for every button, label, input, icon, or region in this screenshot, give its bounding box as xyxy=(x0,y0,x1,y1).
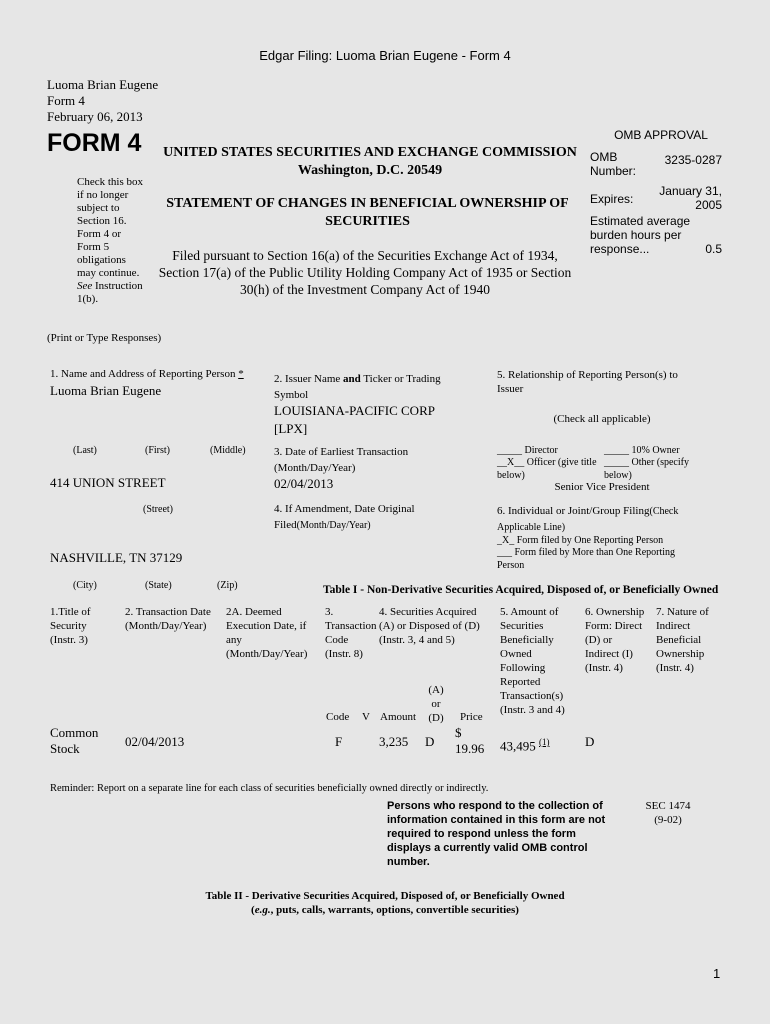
form-title: FORM 4 xyxy=(47,129,142,157)
box1-label xyxy=(50,368,244,381)
omb-number-label: OMB Number: xyxy=(590,150,637,178)
omb-expires-value: January 31, 2005 xyxy=(659,184,722,212)
street-label: (Street) xyxy=(143,504,173,515)
check-all-applicable: (Check all applicable) xyxy=(553,413,651,425)
table1-title: Table I - Non-Derivative Securities Acquired, Disposed of, or Beneficially Owned xyxy=(323,584,719,596)
row-footnote-link[interactable]: (1) xyxy=(539,737,550,747)
city-label: (City) xyxy=(73,580,97,591)
sub-header-amount: Amount xyxy=(380,711,417,723)
omb-expires-row xyxy=(590,184,722,212)
table1-header-code-text: 3. Transaction Code (Instr. 8) xyxy=(325,606,377,660)
row-a-or-d: D xyxy=(425,734,435,749)
sub-header-price: Price xyxy=(460,711,483,723)
page-number: 1 xyxy=(713,966,721,981)
table1-header-ownership-form: 6. Ownership Form: Direct (D) or Indirect (I) (Instr. 4) xyxy=(585,606,645,674)
box6-label-a: 6. Individual or Joint/Group Filing xyxy=(497,505,650,517)
top-info xyxy=(47,77,158,125)
table1-header-date: 2. Transaction Date (Month/Day/Year) xyxy=(125,606,211,632)
sub-header-code: Code xyxy=(326,711,350,723)
box5-label: 5. Relationship of Reporting Person(s) to Issuer xyxy=(497,369,678,395)
page-header: Edgar Filing: Luoma Brian Eugene - Form 4 xyxy=(259,48,511,63)
sub-header-v: V xyxy=(362,711,370,723)
middle-label: (Middle) xyxy=(210,445,246,456)
row-owned xyxy=(500,734,550,754)
more-reporting-persons: ___ Form filed by More than One Reporting Person xyxy=(497,547,676,571)
filed-pursuant: Filed pursuant to Section 16(a) of the Securities Exchange Act of 1934, Section 17(a) of the Public Utility Holding Company Act of 1935 or Section 30(h) of the Investment Company Act of 1940 xyxy=(158,248,572,297)
first-label: (First) xyxy=(145,445,170,456)
earliest-transaction-date: 02/04/2013 xyxy=(274,476,334,491)
table1-header-deemed: 2A. Deemed Execution Date, if any (Month/Day/Year) xyxy=(226,606,308,660)
agency-name: UNITED STATES SECURITIES AND EXCHANGE COMMISSION xyxy=(163,145,577,160)
box4-filed xyxy=(274,519,371,532)
filing-date: February 06, 2013 xyxy=(47,109,143,124)
box4-filed-date-format: (Month/Day/Year) xyxy=(296,520,371,531)
officer-option: __X__ Officer (give title below) xyxy=(497,457,597,481)
row-ownership-form: D xyxy=(585,734,595,749)
box3-label: 3. Date of Earliest Transaction (Month/Day/Year) xyxy=(274,446,409,474)
form-type: Form 4 xyxy=(47,93,85,108)
print-type-note: (Print or Type Responses) xyxy=(47,332,162,344)
last-label: (Last) xyxy=(73,445,97,456)
table2-title-block xyxy=(150,889,620,917)
box1-asterisk: * xyxy=(238,368,244,380)
table2-title: Table II - Derivative Securities Acquired, Disposed of, or Beneficially Owned xyxy=(205,890,565,902)
row-owned-value: 43,495 xyxy=(500,738,536,754)
director-option: _____ Director xyxy=(497,445,558,456)
row-code: F xyxy=(335,734,343,749)
omb-title: OMB APPROVAL xyxy=(614,128,708,142)
row-amount: 3,235 xyxy=(379,734,409,749)
reporting-person-name: Luoma Brian Eugene xyxy=(50,383,162,398)
statement-title: STATEMENT OF CHANGES IN BENEFICIAL OWNERSHIP OF SECURITIES xyxy=(166,196,569,229)
reminder-text: Reminder: Report on a separate line for each class of securities beneficially owned directly or indirectly. xyxy=(50,783,489,794)
persons-notice: Persons who respond to the collection of information contained in this form are not required to respond unless the form displays a currently valid OMB control number. xyxy=(387,800,606,868)
sec-code: SEC 1474 (9-02) xyxy=(645,800,691,826)
issuer-name: LOUISIANA-PACIFIC CORP [LPX] xyxy=(274,403,435,436)
omb-burden-row xyxy=(590,214,722,256)
omb-number-value: 3235-0287 xyxy=(664,153,722,167)
omb-burden-label: Estimated average burden hours per response... xyxy=(590,214,691,256)
agency-address: Washington, D.C. 20549 xyxy=(297,163,443,178)
table2-subtitle-rest: , puts, calls, warrants, options, convertible securities) xyxy=(270,904,519,916)
box2-label-a: 2. Issuer Name xyxy=(274,373,344,385)
box1-label-text: 1. Name and Address of Reporting Person xyxy=(50,368,236,380)
city-value: NASHVILLE, TN 37129 xyxy=(50,550,183,565)
box6-label xyxy=(497,503,707,536)
table1-header-title: 1.Title of Security (Instr. 3) xyxy=(50,606,91,646)
zip-label: (Zip) xyxy=(217,580,238,591)
table1-header-nature: 7. Nature of Indirect Beneficial Ownership (Instr. 4) xyxy=(656,606,709,674)
row-price: $ 19.96 xyxy=(455,725,485,756)
state-label: (State) xyxy=(145,580,172,591)
box2-label-and: and xyxy=(343,373,361,385)
agency-block xyxy=(150,144,590,180)
filer-name: Luoma Brian Eugene xyxy=(47,77,159,92)
sub-header-a-or-d: (A) or (D) xyxy=(428,684,444,724)
one-reporting-person: _X_ Form filed by One Reporting Person xyxy=(497,535,664,546)
row-transaction-date: 02/04/2013 xyxy=(125,734,185,749)
omb-number-row xyxy=(590,150,722,178)
check-box-main: Check this box if no longer subject to Section 16. Form 4 or Form 5 obligations may continue. xyxy=(77,176,143,279)
check-box-instruction: Instruction 1(b). xyxy=(77,280,143,305)
other-option: _____ Other (specify below) xyxy=(604,457,689,481)
box4-filed-word: Filed xyxy=(274,519,297,531)
omb-approval xyxy=(590,128,722,256)
box2-label-b: Ticker or Trading Symbol xyxy=(274,373,441,401)
officer-title: Senior Vice President xyxy=(554,481,650,493)
table1-header-securities: 4. Securities Acquired (A) or Disposed of (D) (Instr. 3, 4 and 5) xyxy=(379,606,480,646)
table1-header-amount-owned: 5. Amount of Securities Beneficially Owned Following Reported Transaction(s) (Instr. 3 and 4) xyxy=(500,606,565,716)
box4-label: 4. If Amendment, Date Original xyxy=(274,503,415,515)
table2-subtitle-eg: e.g. xyxy=(254,904,271,916)
box6-label-b: (Check Applicable Line) xyxy=(497,506,679,533)
omb-burden-value: 0.5 xyxy=(705,242,722,256)
ten-percent-owner-option: _____ 10% Owner xyxy=(604,445,680,456)
omb-expires-label: Expires: xyxy=(590,192,634,206)
box2-label xyxy=(274,371,474,403)
check-box-see: See xyxy=(77,280,93,292)
row-security-title: Common Stock xyxy=(50,725,99,756)
table2-subtitle: (e.g., puts, calls, warrants, options, convertible securities) xyxy=(251,904,519,916)
street-value: 414 UNION STREET xyxy=(50,475,166,490)
table1-header-code xyxy=(325,605,377,661)
